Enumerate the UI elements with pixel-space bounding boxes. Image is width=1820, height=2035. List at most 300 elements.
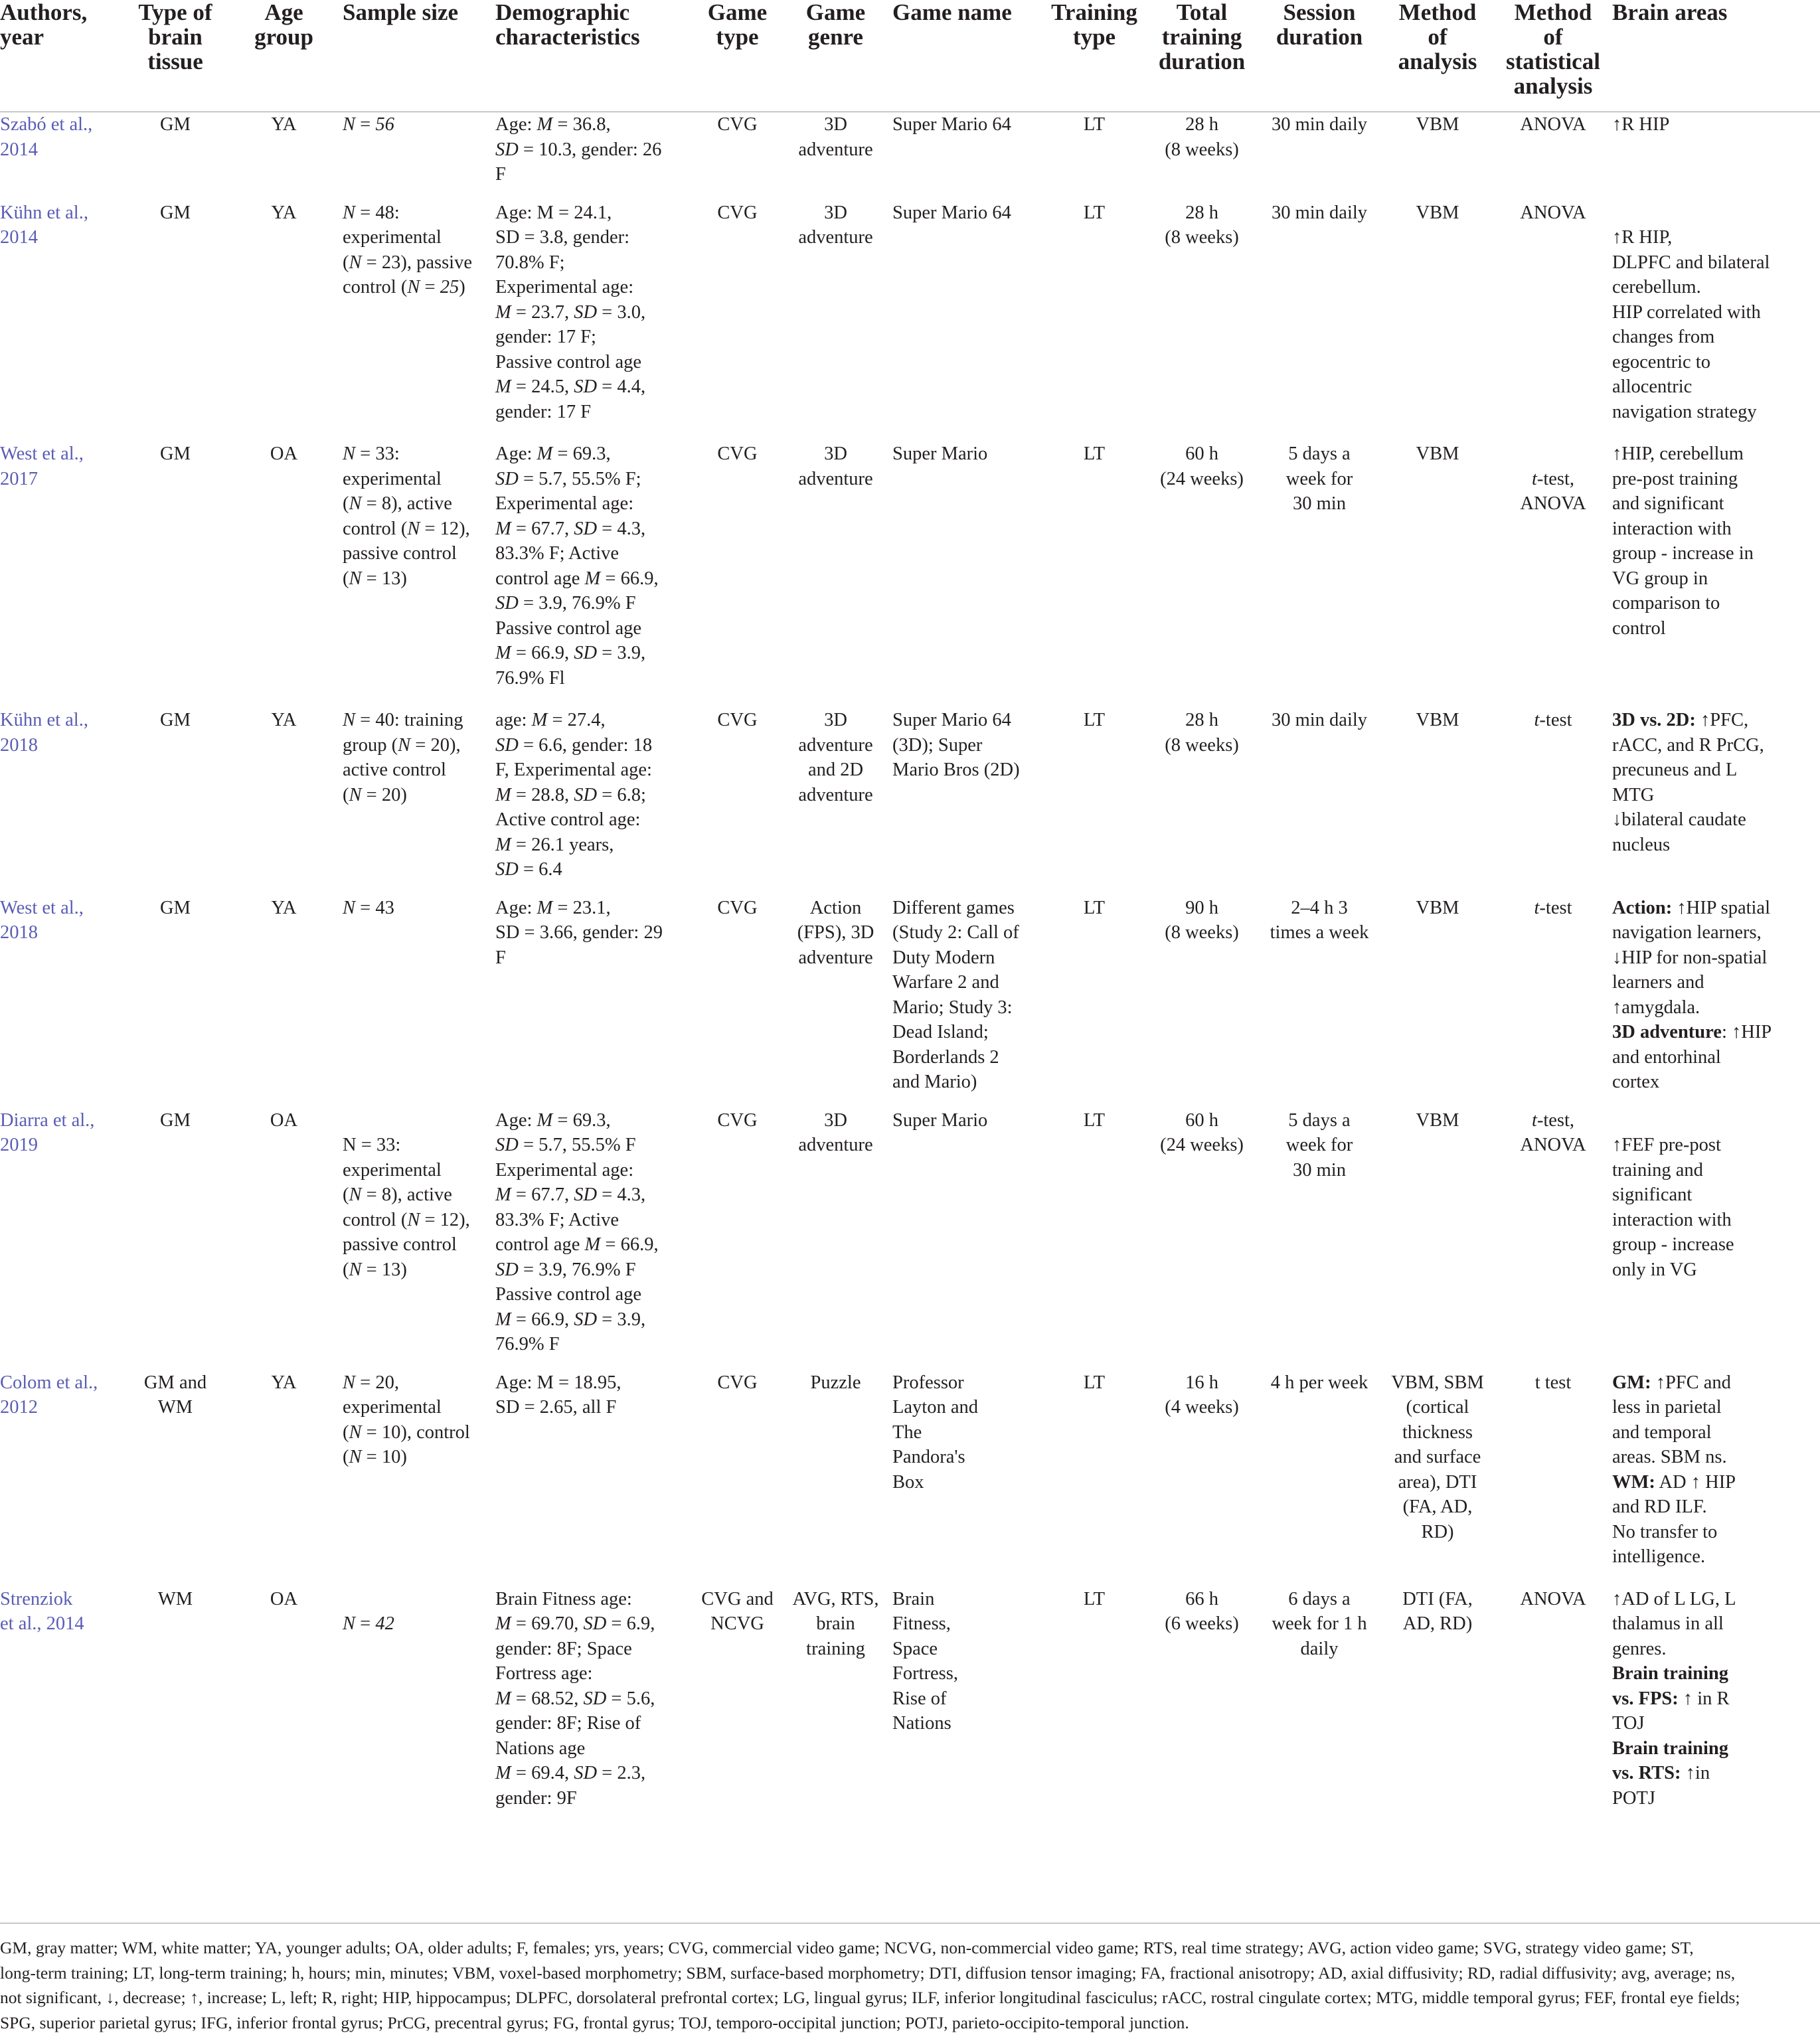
cell-line: adventure: [783, 783, 888, 808]
cell-line: daily: [1262, 1637, 1377, 1662]
age-group-cell: [229, 1108, 343, 1370]
cell-line: cortex: [1612, 1070, 1816, 1095]
cell-line: SD = 3.66, gender: 29: [495, 920, 692, 945]
game-genre-cell: [783, 112, 892, 201]
column-header-line: Age: [229, 0, 339, 25]
column-header: [1381, 0, 1498, 112]
cell-line: Brain Fitness age:: [495, 1587, 692, 1612]
game-name-cell: [892, 442, 1046, 708]
total-duration-cell: [1146, 1108, 1262, 1370]
cell-line: OA: [229, 1587, 339, 1612]
cell-line: LT: [1046, 1370, 1142, 1396]
cell-line: NCVG: [696, 1611, 779, 1637]
table-row: [0, 1587, 1820, 1829]
session-duration-cell: [1262, 442, 1381, 708]
cell-line: comparison to: [1612, 591, 1816, 616]
column-header-line: Total: [1146, 0, 1258, 25]
column-header: [696, 0, 783, 112]
cell-line: OA: [229, 442, 339, 467]
cell-line: ANOVA: [1498, 201, 1608, 226]
training-type-cell: [1046, 1587, 1146, 1829]
cell-line: (FPS), 3D: [783, 920, 888, 945]
cell-line: 4 h per week: [1262, 1370, 1377, 1396]
column-header: [1612, 0, 1820, 112]
table-row: [0, 896, 1820, 1108]
cell-line: ↑FEF pre-post: [1612, 1133, 1816, 1158]
cell-line: M = 69.4, SD = 2.3,: [495, 1761, 692, 1786]
cell-line: 30 min: [1262, 491, 1377, 517]
brain-areas-cell: [1612, 896, 1820, 1108]
game-type-cell: [696, 708, 783, 896]
statistical-method-cell: [1498, 442, 1612, 708]
cell-line: interaction with: [1612, 517, 1816, 542]
game-name-cell: [892, 1587, 1046, 1829]
session-duration-cell: [1262, 1587, 1381, 1829]
analysis-method-cell: [1381, 442, 1498, 708]
cell-line: (6 weeks): [1146, 1611, 1258, 1637]
total-duration-cell: [1146, 1587, 1262, 1829]
demographics-cell: [495, 1370, 696, 1587]
cell-line: areas. SBM ns.: [1612, 1445, 1816, 1470]
cell-line: YA: [229, 896, 339, 921]
cell-line: and entorhinal: [1612, 1045, 1816, 1070]
cell-line: LT: [1046, 201, 1142, 226]
age-group-cell: [229, 112, 343, 201]
session-duration-cell: [1262, 1370, 1381, 1587]
analysis-method-cell: [1381, 1587, 1498, 1829]
total-duration-cell: [1146, 708, 1262, 896]
cell-line: experimental: [343, 225, 491, 250]
cell-line: intelligence.: [1612, 1544, 1816, 1570]
statistical-method-cell: [1498, 708, 1612, 896]
cell-line: Experimental age:: [495, 1158, 692, 1183]
cell-line: and Mario): [892, 1070, 1042, 1095]
cell-line: allocentric: [1612, 374, 1816, 400]
column-header-line: type: [696, 25, 779, 49]
cell-line: adventure: [783, 225, 888, 250]
cell-line: OA: [229, 1108, 339, 1133]
cell-line: ANOVA: [1498, 491, 1608, 517]
cell-line: LT: [1046, 1587, 1142, 1612]
cell-line: adventure: [783, 733, 888, 758]
table-body: [0, 112, 1820, 1829]
total-duration-cell: [1146, 201, 1262, 442]
cell-line: SD = 2.65, all F: [495, 1395, 692, 1420]
footnote-line: GM, gray matter; WM, white matter; YA, younger adults; OA, older adults; F, females; yrs, years; CVG, commercial video game; NCVG, non-commercial video game; RTS, real time strategy; AVG, action video game; SVG, strategy video game; ST,: [0, 1935, 1820, 1961]
cell-line: 90 h: [1146, 896, 1258, 921]
cell-line: Szabó et al.,: [0, 112, 122, 137]
cell-line: changes from: [1612, 325, 1816, 350]
footnote-line: long-term training; LT, long-term training; h, hours; min, minutes; VBM, voxel-based morphometry; SBM, surface-based morphometry; DTI, diffusion tensor imaging; FA, fractional anisotropy; AD, axial diffusivity; RD, radial diffusivity; avg, average; ns,: [0, 1961, 1820, 1986]
cell-line: thickness: [1381, 1420, 1494, 1445]
cell-line: active control: [343, 758, 491, 783]
cell-line: 3D adventure: ↑HIP: [1612, 1020, 1816, 1045]
cell-line: (4 weeks): [1146, 1395, 1258, 1420]
cell-line: group - increase: [1612, 1232, 1816, 1258]
cell-line: significant: [1612, 1182, 1816, 1208]
tissue-cell: [125, 896, 229, 1108]
training-type-cell: [1046, 442, 1146, 708]
cell-line: CVG: [696, 1370, 779, 1396]
sample-size-cell: [343, 112, 495, 201]
brain-areas-cell: [1612, 201, 1820, 442]
game-genre-cell: [783, 708, 892, 896]
cell-line: RD): [1381, 1520, 1494, 1545]
cell-line: Box: [892, 1470, 1042, 1495]
game-genre-cell: [783, 1587, 892, 1829]
cell-line: Passive control age: [495, 1282, 692, 1307]
cell-line: F, Experimental age:: [495, 758, 692, 783]
cell-line: AVG, RTS,: [783, 1587, 888, 1612]
game-name-cell: [892, 896, 1046, 1108]
cell-line: (8 weeks): [1146, 733, 1258, 758]
cell-line: Passive control age: [495, 350, 692, 375]
cell-line: control (N = 25): [343, 275, 491, 300]
sample-size-cell: [343, 1108, 495, 1370]
game-name-cell: [892, 708, 1046, 896]
cell-line: Layton and: [892, 1395, 1042, 1420]
cell-line: (N = 13): [343, 566, 491, 592]
cell-line: 2014: [0, 225, 122, 250]
cell-line: cerebellum.: [1612, 275, 1816, 300]
cell-line: gender: 8F; Rise of: [495, 1711, 692, 1736]
cell-line: CVG: [696, 1108, 779, 1133]
cell-line: M = 67.7, SD = 4.3,: [495, 1182, 692, 1208]
session-duration-cell: [1262, 112, 1381, 201]
cell-line: ANOVA: [1498, 1587, 1608, 1612]
analysis-method-cell: [1381, 1108, 1498, 1370]
cell-line: F: [495, 162, 692, 187]
statistical-method-cell: [1498, 1108, 1612, 1370]
cell-line: gender: 17 F;: [495, 325, 692, 350]
cell-line: 3D: [783, 201, 888, 226]
tissue-cell: [125, 442, 229, 708]
session-duration-cell: [1262, 1108, 1381, 1370]
cell-line: ↓HIP for non-spatial: [1612, 945, 1816, 971]
cell-line: WM: [125, 1587, 225, 1612]
cell-line: 2012: [0, 1395, 122, 1420]
column-header-line: of: [1381, 25, 1494, 49]
cell-line: 28 h: [1146, 201, 1258, 226]
training-type-cell: [1046, 112, 1146, 201]
cell-line: ANOVA: [1498, 112, 1608, 137]
cell-line: control (N = 12),: [343, 517, 491, 542]
cell-line: VBM: [1381, 112, 1494, 137]
cell-line: and surface: [1381, 1445, 1494, 1470]
column-header-line: Game: [783, 0, 888, 25]
session-duration-cell: [1262, 896, 1381, 1108]
column-header-line: Authors,: [0, 0, 122, 25]
cell-line: Super Mario 64: [892, 201, 1042, 226]
tissue-cell: [125, 1108, 229, 1370]
cell-line: Pandora's: [892, 1445, 1042, 1470]
column-header-line: Brain areas: [1612, 0, 1816, 25]
cell-line: 5 days a: [1262, 1108, 1377, 1133]
footnote-line: not significant, ↓, decrease; ↑, increase; L, left; R, right; HIP, hippocampus; DLPFC, dorsolateral prefrontal cortex; LG, lingual gyrus; ILF, inferior longitudinal fasciculus; rACC, rostral cingulate cortex; MTG, middle temporal gyrus; FEF, frontal eye fields;: [0, 1985, 1820, 2010]
table-row: [0, 1370, 1820, 1587]
cell-line: N = 33:: [343, 1133, 491, 1158]
cell-line: (Study 2: Call of: [892, 920, 1042, 945]
cell-line: Brain training: [1612, 1661, 1816, 1686]
cell-line: Space: [892, 1637, 1042, 1662]
cell-line: ↑HIP, cerebellum: [1612, 442, 1816, 467]
column-header-line: Demographic: [495, 0, 692, 25]
cell-line: (N = 23), passive: [343, 250, 491, 276]
column-header: [125, 0, 229, 112]
column-header-line: Method: [1498, 0, 1608, 25]
column-header-line: Game: [696, 0, 779, 25]
game-type-cell: [696, 442, 783, 708]
cell-line: control age M = 66.9,: [495, 566, 692, 592]
total-duration-cell: [1146, 112, 1262, 201]
author-cell: [0, 1587, 125, 1829]
column-header: [343, 0, 495, 112]
column-header: [495, 0, 696, 112]
column-header-line: analysis: [1498, 74, 1608, 98]
cell-line: t test: [1498, 1370, 1608, 1396]
cell-line: YA: [229, 112, 339, 137]
statistical-method-cell: [1498, 1370, 1612, 1587]
cell-line: Professor: [892, 1370, 1042, 1396]
sample-size-cell: [343, 1587, 495, 1829]
column-header-line: Training: [1046, 0, 1142, 25]
cell-line: week for: [1262, 467, 1377, 492]
cell-line: VG group in: [1612, 566, 1816, 592]
cell-line: gender: 17 F: [495, 400, 692, 425]
cell-line: adventure: [783, 945, 888, 971]
footnote-line: SPG, superior parietal gyrus; IFG, inferior frontal gyrus; PrCG, precentral gyrus; FG, frontal gyrus; TOJ, temporo-occipital junction; POTJ, parieto-occipito-temporal junction.: [0, 2010, 1820, 2035]
cell-line: 2018: [0, 733, 122, 758]
demographics-cell: [495, 1587, 696, 1829]
cell-line: Duty Modern: [892, 945, 1042, 971]
brain-areas-cell: [1612, 442, 1820, 708]
cell-line: Puzzle: [783, 1370, 888, 1396]
sample-size-cell: [343, 201, 495, 442]
game-name-cell: [892, 112, 1046, 201]
cell-line: (N = 13): [343, 1258, 491, 1283]
demographics-cell: [495, 442, 696, 708]
cell-line: week for 1 h: [1262, 1611, 1377, 1637]
sample-size-cell: [343, 1370, 495, 1587]
cell-line: DTI (FA,: [1381, 1587, 1494, 1612]
column-header-line: Session: [1262, 0, 1377, 25]
column-header-line: brain: [125, 25, 225, 49]
cell-line: control: [1612, 616, 1816, 641]
column-header-line: of: [1498, 25, 1608, 49]
game-genre-cell: [783, 1370, 892, 1587]
author-cell: [0, 442, 125, 708]
cell-line: (N = 8), active: [343, 1182, 491, 1208]
cell-line: learners and: [1612, 970, 1816, 995]
cell-line: SD = 3.8, gender:: [495, 225, 692, 250]
cell-line: Passive control age: [495, 616, 692, 641]
cell-line: 83.3% F; Active: [495, 541, 692, 566]
cell-line: West et al.,: [0, 442, 122, 467]
statistical-method-cell: [1498, 201, 1612, 442]
column-header: [783, 0, 892, 112]
game-type-cell: [696, 201, 783, 442]
cell-line: 5 days a: [1262, 442, 1377, 467]
column-header: [1146, 0, 1262, 112]
statistical-method-cell: [1498, 1587, 1612, 1829]
cell-line: (FA, AD,: [1381, 1495, 1494, 1520]
cell-line: 2–4 h 3: [1262, 896, 1377, 921]
brain-areas-cell: [1612, 1108, 1820, 1370]
cell-line: 76.9% F: [495, 1332, 692, 1357]
column-header-line: genre: [783, 25, 888, 49]
cell-line: 28 h: [1146, 708, 1258, 733]
cell-line: N = 40: training: [343, 708, 491, 733]
cell-line: LT: [1046, 442, 1142, 467]
cell-line: control age M = 66.9,: [495, 1232, 692, 1258]
cell-line: CVG: [696, 896, 779, 921]
age-group-cell: [229, 442, 343, 708]
analysis-method-cell: [1381, 1370, 1498, 1587]
table-row: [0, 1108, 1820, 1370]
column-header-line: year: [0, 25, 122, 49]
header-row: [0, 0, 1820, 112]
training-type-cell: [1046, 1370, 1146, 1587]
cell-line: AD, RD): [1381, 1611, 1494, 1637]
cell-line: (24 weeks): [1146, 467, 1258, 492]
cell-line: F: [495, 945, 692, 971]
cell-line: 3D: [783, 1108, 888, 1133]
cell-line: SD = 3.9, 76.9% F: [495, 1258, 692, 1283]
game-type-cell: [696, 1370, 783, 1587]
cell-line: et al., 2014: [0, 1611, 122, 1637]
cell-line: VBM: [1381, 1108, 1494, 1133]
cell-line: age: M = 27.4,: [495, 708, 692, 733]
cell-line: (8 weeks): [1146, 225, 1258, 250]
cell-line: M = 24.5, SD = 4.4,: [495, 374, 692, 400]
game-name-cell: [892, 1108, 1046, 1370]
cell-line: (N = 10), control: [343, 1420, 491, 1445]
cell-line: navigation strategy: [1612, 400, 1816, 425]
cell-line: 2014: [0, 137, 122, 163]
cell-line: 2018: [0, 920, 122, 945]
cell-line: 60 h: [1146, 442, 1258, 467]
cell-line: 3D: [783, 112, 888, 137]
cell-line: VBM: [1381, 708, 1494, 733]
tissue-cell: [125, 1587, 229, 1829]
cell-line: experimental: [343, 1395, 491, 1420]
cell-line: CVG and: [696, 1587, 779, 1612]
cell-line: (3D); Super: [892, 733, 1042, 758]
cell-line: passive control: [343, 1232, 491, 1258]
demographics-cell: [495, 1108, 696, 1370]
cell-line: N = 48:: [343, 201, 491, 226]
cell-line: 3D vs. 2D: ↑PFC,: [1612, 708, 1816, 733]
column-header-line: statistical: [1498, 49, 1608, 74]
column-header-line: Type of: [125, 0, 225, 25]
cell-line: Active control age:: [495, 807, 692, 833]
cell-line: gender: 9F: [495, 1786, 692, 1811]
cell-line: M = 28.8, SD = 6.8;: [495, 783, 692, 808]
cell-line: (N = 10): [343, 1445, 491, 1470]
column-header: [1498, 0, 1612, 112]
cell-line: Kühn et al.,: [0, 708, 122, 733]
session-duration-cell: [1262, 708, 1381, 896]
cell-line: POTJ: [1612, 1786, 1816, 1811]
table-row: [0, 201, 1820, 442]
game-type-cell: [696, 1587, 783, 1829]
cell-line: 6 days a: [1262, 1587, 1377, 1612]
cell-line: VBM: [1381, 201, 1494, 226]
cell-line: adventure: [783, 137, 888, 163]
table-row: [0, 112, 1820, 201]
cell-line: training: [783, 1637, 888, 1662]
cell-line: vs. RTS: ↑in: [1612, 1761, 1816, 1786]
column-header: [0, 0, 125, 112]
cell-line: CVG: [696, 112, 779, 137]
demographics-cell: [495, 112, 696, 201]
cell-line: No transfer to: [1612, 1520, 1816, 1545]
cell-line: and 2D: [783, 758, 888, 783]
cell-line: Age: M = 69.3,: [495, 442, 692, 467]
cell-line: (8 weeks): [1146, 920, 1258, 945]
cell-line: adventure: [783, 467, 888, 492]
cell-line: less in parietal: [1612, 1395, 1816, 1420]
age-group-cell: [229, 201, 343, 442]
cell-line: DLPFC and bilateral: [1612, 250, 1816, 276]
cell-line: pre-post training: [1612, 467, 1816, 492]
statistical-method-cell: [1498, 112, 1612, 201]
cell-line: vs. FPS: ↑ in R: [1612, 1686, 1816, 1712]
cell-line: group (N = 20),: [343, 733, 491, 758]
author-cell: [0, 1108, 125, 1370]
cell-line: training and: [1612, 1158, 1816, 1183]
tissue-cell: [125, 112, 229, 201]
analysis-method-cell: [1381, 112, 1498, 201]
cell-line: and RD ILF.: [1612, 1495, 1816, 1520]
cell-line: 76.9% Fl: [495, 666, 692, 691]
column-header-line: analysis: [1381, 49, 1494, 74]
cell-line: ↓bilateral caudate: [1612, 807, 1816, 833]
cell-line: TOJ: [1612, 1711, 1816, 1736]
age-group-cell: [229, 1370, 343, 1587]
column-header-line: group: [229, 25, 339, 49]
cell-line: times a week: [1262, 920, 1377, 945]
cell-line: Warfare 2 and: [892, 970, 1042, 995]
game-type-cell: [696, 896, 783, 1108]
sample-size-cell: [343, 442, 495, 708]
cell-line: area), DTI: [1381, 1470, 1494, 1495]
cell-line: M = 69.70, SD = 6.9,: [495, 1611, 692, 1637]
cell-line: 30 min daily: [1262, 708, 1377, 733]
total-duration-cell: [1146, 1370, 1262, 1587]
column-header: [892, 0, 1046, 112]
cell-line: CVG: [696, 442, 779, 467]
cell-line: group - increase in: [1612, 541, 1816, 566]
cell-line: GM: [125, 442, 225, 467]
cell-line: GM: [125, 1108, 225, 1133]
analysis-method-cell: [1381, 708, 1498, 896]
cell-line: Age: M = 69.3,: [495, 1108, 692, 1133]
cell-line: 60 h: [1146, 1108, 1258, 1133]
cell-line: 16 h: [1146, 1370, 1258, 1396]
cell-line: rACC, and R PrCG,: [1612, 733, 1816, 758]
cell-line: CVG: [696, 201, 779, 226]
demographics-cell: [495, 201, 696, 442]
cell-line: LT: [1046, 896, 1142, 921]
cell-line: ↑R HIP,: [1612, 225, 1816, 250]
sample-size-cell: [343, 708, 495, 896]
cell-line: West et al.,: [0, 896, 122, 921]
cell-line: Strenziok: [0, 1587, 122, 1612]
cell-line: genres.: [1612, 1637, 1816, 1662]
cell-line: N = 42: [343, 1611, 491, 1637]
cell-line: (cortical: [1381, 1395, 1494, 1420]
